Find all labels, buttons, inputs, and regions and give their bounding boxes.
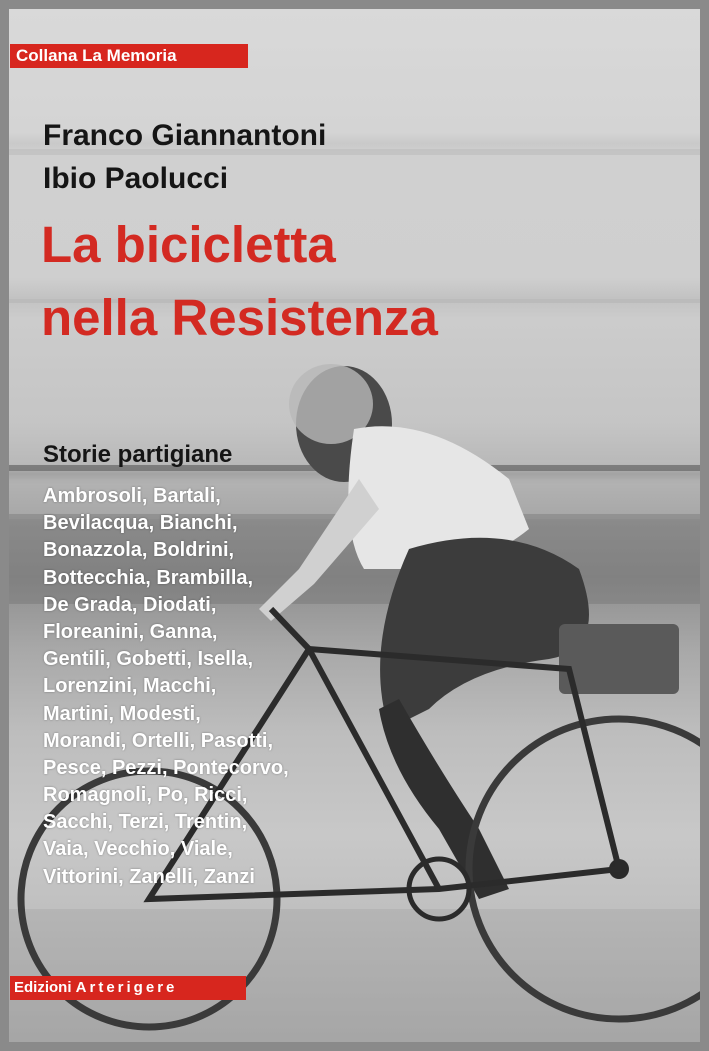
names-line: Bevilacqua, Bianchi, (43, 512, 238, 535)
author-name-1: Franco Giannantoni (43, 119, 327, 152)
names-line: Floreanini, Ganna, (43, 620, 218, 643)
book-cover (9, 9, 700, 1042)
series-label: Collana La Memoria (10, 44, 248, 68)
names-line: Gentili, Gobetti, Isella, (43, 648, 254, 671)
publisher-name: Arterigere (75, 979, 178, 996)
names-line: Sacchi, Terzi, Trentin, (43, 811, 248, 834)
publisher-label (10, 976, 246, 1000)
names-line: Vittorini, Zanelli, Zanzi (43, 865, 255, 888)
names-line: Bonazzola, Boldrini, (43, 539, 235, 562)
title-line-2: nella Resistenza (41, 289, 438, 346)
names-line: Ambrosoli, Bartali, (43, 485, 221, 507)
names-line: Martini, Modesti, (43, 702, 201, 725)
subtitle: Storie partigiane (43, 441, 233, 468)
names-line: Lorenzini, Macchi, (43, 675, 217, 698)
names-line: De Grada, Diodati, (43, 593, 217, 616)
names-line: Pesce, Pezzi, Pontecorvo, (43, 756, 289, 779)
publisher-prefix: Edizioni (14, 979, 72, 996)
title-line-1: La bicicletta (41, 216, 336, 273)
author-name-2: Ibio Paolucci (43, 162, 229, 195)
names-line: Bottecchia, Brambilla, (43, 566, 254, 589)
partisan-names-list (43, 483, 289, 891)
names-line: Vaia, Vecchio, Viale, (43, 838, 233, 861)
names-line: Morandi, Ortelli, Pasotti, (43, 729, 274, 752)
names-line: Romagnoli, Po, Ricci, (43, 784, 248, 807)
